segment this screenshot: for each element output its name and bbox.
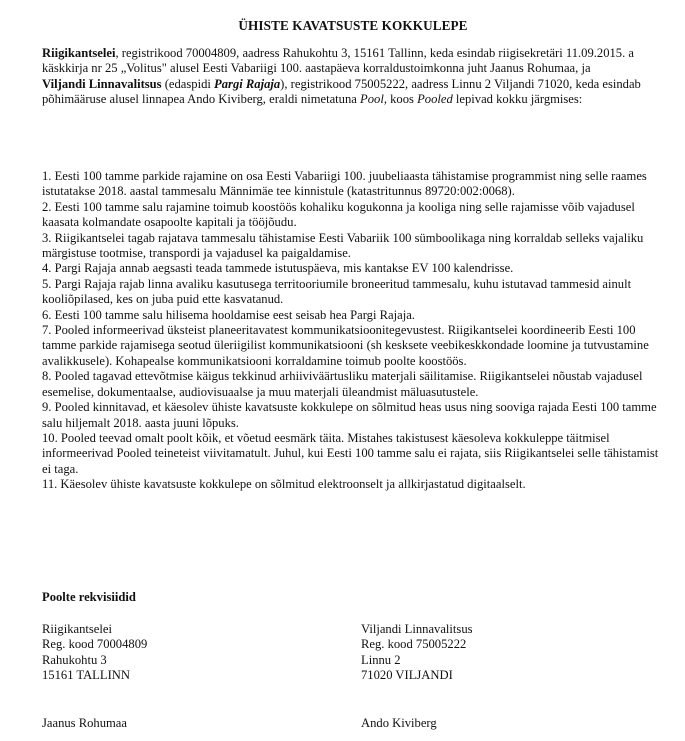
clause-7: 7. Pooled informeerivad üksteist planeeritavatest kommunikatsioonitegevustest. Riigikantselei koordineerib Eesti 100 tamme parkide rajamisega seotud üleriigilist kommunikatsiooni (sh kesksete veebikeskkondade loomine ja tutvustamine avalikkusele). Kohapealse kommunikatsiooni korraldamine toimub poolte koostöös. [42, 323, 649, 368]
party-left-street: Rahukohtu 3 [42, 652, 107, 667]
clause-10: 10. Pooled teevad omalt poolt kõik, et võetud eesmärk täita. Mistahes takistusest käesoleva kokkuleppe täitmisel informeerivad Pooled teineteist viivitamatult. Juhul, kui Eesti 100 tamme salu ei rajata, siis Riigikantselei selle tähistamist ei taga. [42, 430, 659, 476]
party-right-street: Linnu 2 [361, 652, 401, 667]
party2-details-c: , koos [383, 92, 418, 107]
party2-details-d: lepivad kokku järgmises: [452, 92, 583, 107]
pool-word: Pool [360, 92, 384, 107]
pooled-word: Pooled [417, 92, 453, 107]
document-title: ÜHISTE KAVATSUSTE KOKKULEPE [238, 18, 468, 33]
party1-name: Riigikantselei [42, 46, 116, 60]
clause-4: 4. Pargi Rajaja annab aegsasti teada tammede istutuspäeva, mis kantakse EV 100 kalendrisse. [42, 261, 514, 276]
clause-1: 1. Eesti 100 tamme parkide rajamine on osa Eesti Vabariigi 100. juubeliaasta tähistamise programmist ning selle raames istutatakse 2018. aastal tammesalu Männimäe tee kinnistule (katastritunnus 89720:002:0068). [42, 169, 647, 199]
party-right-requisites [361, 622, 641, 684]
requisites-heading: Poolte rekvisiidid [42, 590, 136, 604]
clause-5: 5. Pargi Rajaja rajab linna avaliku kasutusega territooriumile broneeritud tammesalu, kuhu istutavad tammesid ainult kooliõpilased, kes on juba puid ette kasvatanud. [42, 276, 632, 307]
party2-details-a: (edaspidi [161, 76, 215, 91]
party2-name: Viljandi Linnavalitsus [42, 76, 162, 91]
clause-2: 2. Eesti 100 tamme salu rajamine toimub koostöös kohaliku kogukonna ja kooliga ning selle rajamisse võib vajadusel kaasata kolmandate osapoolte kapitali ja tööjõudu. [42, 199, 635, 230]
party-left-name: Riigikantselei [42, 622, 112, 636]
party2-details-b: ), registrikood 75005222, aadress Linnu 2 Viljandi 71020, keda esindab põhimääruse alusel linnapea Ando Kiviberg, eraldi nimetatuna [42, 76, 641, 107]
preamble-party2 [42, 77, 664, 108]
party-right-name: Viljandi Linnavalitsus [361, 622, 473, 636]
preamble-party1 [42, 46, 664, 77]
party1-details: , registrikood 70004809, aadress Rahukohtu 3, 15161 Tallinn, keda esindab riigisekretäri 11.09.2015. a käskkirja nr 25 „Volitus" alusel Eesti Vabariigi 100. aastapäeva korraldustoimkonna juht Jaanus Rohumaa, ja [42, 46, 634, 76]
signer-right: Ando Kiviberg [361, 716, 437, 730]
clause-list [42, 169, 664, 493]
party-right-city: 71020 VILJANDI [361, 668, 453, 683]
party-left-requisites [42, 622, 322, 684]
party2-alias: Pargi Rajaja [214, 76, 281, 91]
clause-6: 6. Eesti 100 tamme salu hilisema hooldamise eest seisab hea Pargi Rajaja. [42, 307, 415, 322]
clause-8: 8. Pooled tagavad ettevõtmise käigus tekkinud arhiiviväärtusliku materjali säilitamise. Riigikantselei nõustab vajadusel esemelise, dokumentaalse, audiovisuaalse ja muu materjali üleandmist mäluasutustele. [42, 369, 643, 399]
clause-9: 9. Pooled kinnitavad, et käesolev ühiste kavatsuste kokkulepe on sõlmitud heas usus ning sooviga rajada Eesti 100 tamme salu hiljemalt 2018. aasta juuni lõpuks. [42, 400, 657, 430]
clause-11: 11. Käesolev ühiste kavatsuste kokkulepe on sõlmitud elektroonselt ja allkirjastatud digitaalselt. [42, 477, 526, 492]
clause-3: 3. Riigikantselei tagab rajatava tammesalu tähistamise Eesti Vabariik 100 sümboolikaga ning korraldab selleks vajaliku märgistuse tootmise, transpordi ja vajadusel ka paigaldamise. [42, 230, 644, 261]
party-left-city: 15161 TALLINN [42, 668, 130, 683]
party-right-reg-code: Reg. kood 75005222 [361, 637, 467, 652]
party-left-reg-code: Reg. kood 70004809 [42, 637, 148, 652]
preamble [42, 46, 664, 108]
signer-left: Jaanus Rohumaa [42, 716, 127, 730]
